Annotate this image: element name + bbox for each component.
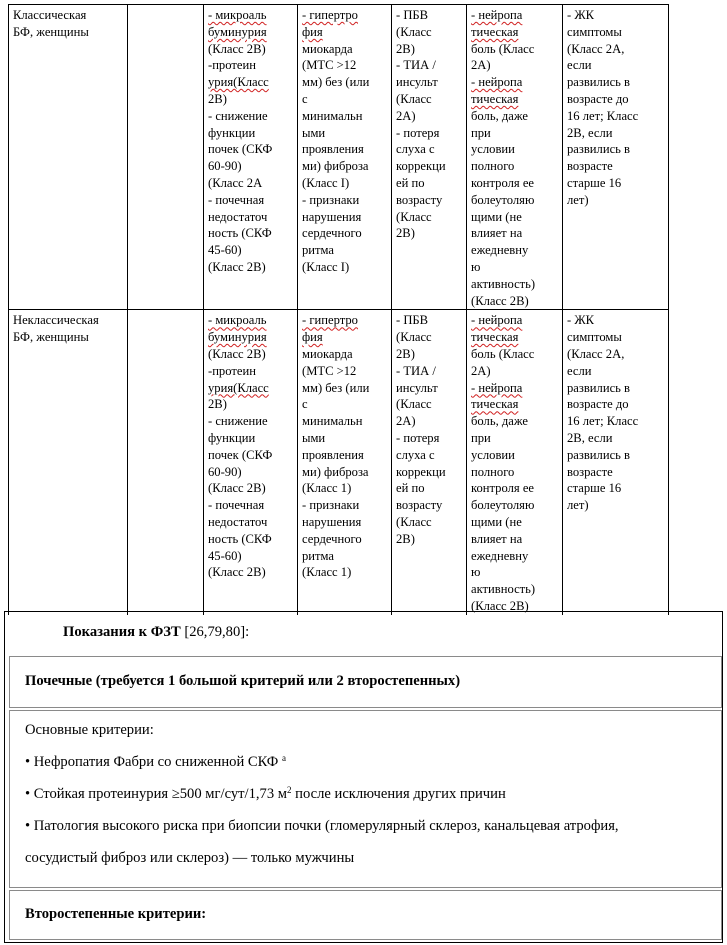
cell-line: (МТС >12 — [302, 363, 357, 378]
cell-line: инсульт — [396, 380, 438, 395]
cell-line: развились в — [567, 380, 630, 395]
cell-line: (Класс 2В) — [471, 598, 529, 613]
cell-line: ей по — [396, 481, 425, 496]
cell-line: -протеин — [208, 58, 256, 73]
major-criterion-2 — [25, 786, 506, 803]
cell-line: возрасту — [396, 498, 443, 513]
indications-heading-title: Показания к ФЗТ — [63, 624, 181, 640]
cell-line: коррекци — [396, 159, 446, 174]
cell-line: мм) без (или — [302, 75, 370, 90]
cell-line: ность (СКФ — [208, 226, 272, 241]
cell-line: полного — [471, 464, 515, 479]
cell-line: фия — [302, 24, 323, 39]
cell-line: боль, даже — [471, 108, 528, 123]
cell-line: развились в — [567, 142, 630, 157]
cell-line: - признаки — [302, 498, 360, 513]
cell-line: Классическая — [13, 8, 87, 22]
empty-cell — [128, 5, 204, 310]
cell-line: (Класс 2В) — [208, 259, 266, 274]
cell-line: коррекци — [396, 464, 446, 479]
cell-line: возрасте до — [567, 91, 629, 106]
cell-line: инсульт — [396, 75, 438, 90]
cell-line: буминурия — [208, 24, 267, 39]
cell-line: боль, даже — [471, 414, 528, 429]
cell-line: урия(Класс — [208, 380, 269, 395]
cell-line: активность) — [471, 582, 536, 597]
cell-line: (Класс 2А, — [567, 41, 625, 56]
cell-line: ритма — [302, 243, 335, 258]
cell-line: если — [567, 363, 592, 378]
cell-line: проявления — [302, 142, 364, 157]
cell-line: (Класс I) — [302, 175, 350, 190]
gi-cell — [563, 5, 669, 310]
cell-line: тическая — [471, 24, 519, 39]
pain-cell — [467, 5, 563, 310]
empty-cell — [128, 310, 204, 615]
major-criteria-box — [9, 710, 722, 888]
minor-criteria-title: Второстепенные критерии: — [25, 906, 207, 922]
cell-line: миокарда — [302, 41, 353, 56]
cell-line: 60-90) — [208, 464, 242, 479]
cell-line: влияет на — [471, 226, 523, 241]
cell-line: 2А) — [396, 108, 416, 123]
major-criterion-1 — [25, 754, 286, 771]
cell-line: тическая — [471, 91, 519, 106]
gi-cell — [563, 310, 669, 615]
cell-line: лет) — [567, 498, 589, 513]
cell-line: 2В) — [396, 41, 415, 56]
cell-line: ю — [471, 259, 481, 274]
cell-line: контроля ее — [471, 175, 535, 190]
cell-line: (Класс 2А, — [567, 346, 625, 361]
cell-line: болеутоляю — [471, 192, 535, 207]
major-criterion-2-tail: после исключения других причин — [291, 786, 506, 802]
cell-line: (Класс 1) — [302, 565, 352, 580]
table-row — [9, 310, 669, 615]
cell-line: - гипертро — [302, 313, 358, 328]
cell-line: недостаточ — [208, 514, 268, 529]
cell-line: БФ, женщины — [13, 24, 89, 39]
cell-line: сердечного — [302, 531, 362, 546]
cell-line: (Класс 2В) — [208, 565, 266, 580]
criteria-table — [8, 4, 669, 615]
cell-line: - потеря — [396, 430, 440, 445]
cell-line: Неклассическая — [13, 313, 99, 328]
group-cell — [9, 310, 128, 615]
cns-cell — [392, 310, 467, 615]
cell-line: при — [471, 430, 491, 445]
cell-line: ми) фиброза — [302, 464, 369, 479]
cell-line: БФ, женщины — [13, 330, 89, 345]
cell-line: боль (Класс — [471, 346, 535, 361]
cell-line: функции — [208, 125, 256, 140]
cell-line: - микроаль — [208, 313, 267, 328]
cell-line: 2В, если — [567, 430, 613, 445]
cell-line: с — [302, 91, 308, 106]
cell-line: тическая — [471, 397, 519, 412]
table-row — [9, 5, 669, 310]
cell-line: ежедневну — [471, 243, 529, 258]
cell-line: (Класс — [396, 514, 432, 529]
cell-line: - признаки — [302, 192, 360, 207]
major-criterion-1-text: • Нефропатия Фабри со сниженной СКФ — [25, 754, 279, 770]
cell-line: - ТИА / — [396, 58, 436, 73]
cell-line: симптомы — [567, 330, 622, 345]
cell-line: (Класс — [396, 330, 432, 345]
cell-line: функции — [208, 430, 256, 445]
cell-line: 2В, если — [567, 125, 613, 140]
cell-line: 2А) — [396, 414, 416, 429]
cell-line: возрасте до — [567, 397, 629, 412]
cell-line: ритма — [302, 548, 335, 563]
cell-line: - нейропа — [471, 380, 523, 395]
cell-line: миокарда — [302, 346, 353, 361]
cell-line: сердечного — [302, 226, 362, 241]
cell-line: проявления — [302, 447, 364, 462]
indications-heading — [63, 624, 249, 641]
cell-line: минимальн — [302, 108, 363, 123]
cell-line: буминурия — [208, 330, 267, 345]
cell-line: фия — [302, 330, 323, 345]
cell-line: если — [567, 58, 592, 73]
cell-line: полного — [471, 159, 515, 174]
indications-block — [4, 611, 723, 943]
cell-line: условии — [471, 447, 515, 462]
cell-line: ей по — [396, 175, 425, 190]
cell-line: ыми — [302, 430, 326, 445]
cell-line: возрасту — [396, 192, 443, 207]
heart-cell — [298, 310, 392, 615]
cell-line: (Класс — [396, 397, 432, 412]
cell-line: условии — [471, 142, 515, 157]
cell-line: контроля ее — [471, 481, 535, 496]
cell-line: возрасте — [567, 464, 613, 479]
cell-line: - ПБВ — [396, 8, 429, 22]
cell-line: нарушения — [302, 514, 362, 529]
cell-line: ность (СКФ — [208, 531, 272, 546]
cell-line: щими (не — [471, 514, 522, 529]
superscript-2: 2 — [287, 785, 292, 795]
major-criteria-title: Основные критерии: — [25, 722, 154, 738]
cell-line: симптомы — [567, 24, 622, 39]
cell-line: - почечная — [208, 498, 265, 513]
cell-line: 60-90) — [208, 159, 242, 174]
cell-line: слуха с — [396, 142, 435, 157]
cell-line: при — [471, 125, 491, 140]
heart-cell — [298, 5, 392, 310]
major-criterion-3-line2: сосудистый фиброз или склероз) — только мужчины — [25, 850, 355, 866]
cell-line: 2В) — [396, 346, 415, 361]
cell-line: 16 лет; Класс — [567, 108, 639, 123]
cell-line: - нейропа — [471, 8, 523, 22]
cell-line: - ТИА / — [396, 363, 436, 378]
cell-line: недостаточ — [208, 209, 268, 224]
cell-line: болеутоляю — [471, 498, 535, 513]
cell-line: - микроаль — [208, 8, 267, 22]
cell-line: - снижение — [208, 414, 268, 429]
cell-line: ыми — [302, 125, 326, 140]
cell-line: (МТС >12 — [302, 58, 357, 73]
major-criterion-3-line1: • Патология высокого риска при биопсии почки (гломерулярный склероз, канальцевая атрофия, — [25, 818, 619, 834]
major-criterion-2-text: • Стойкая протеинурия ≥500 мг/сут/1,73 м — [25, 786, 288, 802]
cell-line: 2В) — [208, 91, 227, 106]
cell-line: (Класс I) — [302, 259, 350, 274]
cell-line: - нейропа — [471, 313, 523, 328]
minor-criteria-box — [9, 890, 722, 940]
cell-line: минимальн — [302, 414, 363, 429]
cell-line: 2А) — [471, 363, 491, 378]
cell-line: активность) — [471, 276, 536, 291]
cell-line: (Класс 2В) — [471, 293, 529, 308]
cell-line: влияет на — [471, 531, 523, 546]
cell-line: - ЖК — [567, 8, 595, 22]
group-cell — [9, 5, 128, 310]
cell-line: (Класс 2В) — [208, 346, 266, 361]
cell-line: (Класс 2А — [208, 175, 263, 190]
cell-line: 45-60) — [208, 243, 242, 258]
indications-heading-refs: [26,79,80]: — [180, 624, 250, 640]
cell-line: - снижение — [208, 108, 268, 123]
cell-line: (Класс — [396, 24, 432, 39]
cell-line: слуха с — [396, 447, 435, 462]
cell-line: - гипертро — [302, 8, 358, 22]
cell-line: - ПБВ — [396, 313, 429, 328]
renal-title-box — [9, 656, 722, 708]
cell-line: почек (СКФ — [208, 142, 273, 157]
cell-line: развились в — [567, 75, 630, 90]
kidney-cell — [204, 5, 298, 310]
cell-line: 2А) — [471, 58, 491, 73]
cell-line: (Класс — [396, 91, 432, 106]
cell-line: 2В) — [396, 226, 415, 241]
cell-line: 2В) — [208, 397, 227, 412]
cell-line: 45-60) — [208, 548, 242, 563]
cell-line: (Класс — [396, 209, 432, 224]
cell-line: мм) без (или — [302, 380, 370, 395]
cell-line: ю — [471, 565, 481, 580]
cell-line: ми) фиброза — [302, 159, 369, 174]
cell-line: возрасте — [567, 159, 613, 174]
cell-line: - ЖК — [567, 313, 595, 328]
cell-line: старше 16 — [567, 481, 622, 496]
cell-line: развились в — [567, 447, 630, 462]
cell-line: (Класс 2В) — [208, 41, 266, 56]
cell-line: - нейропа — [471, 75, 523, 90]
cell-line: ежедневну — [471, 548, 529, 563]
cell-line: лет) — [567, 192, 589, 207]
pain-cell — [467, 310, 563, 615]
cell-line: - почечная — [208, 192, 265, 207]
cell-line: (Класс 1) — [302, 481, 352, 496]
kidney-cell — [204, 310, 298, 615]
renal-title: Почечные (требуется 1 большой критерий или 2 второстепенных) — [25, 673, 461, 689]
cell-line: 16 лет; Класс — [567, 414, 639, 429]
cell-line: старше 16 — [567, 175, 622, 190]
cell-line: нарушения — [302, 209, 362, 224]
cell-line: щими (не — [471, 209, 522, 224]
cell-line: почек (СКФ — [208, 447, 273, 462]
cell-line: (Класс 2В) — [208, 481, 266, 496]
cns-cell — [392, 5, 467, 310]
cell-line: с — [302, 397, 308, 412]
cell-line: 2В) — [396, 531, 415, 546]
cell-line: урия(Класс — [208, 75, 269, 90]
footnote-a: a — [281, 753, 286, 763]
cell-line: -протеин — [208, 363, 256, 378]
cell-line: - потеря — [396, 125, 440, 140]
cell-line: боль (Класс — [471, 41, 535, 56]
cell-line: тическая — [471, 330, 519, 345]
